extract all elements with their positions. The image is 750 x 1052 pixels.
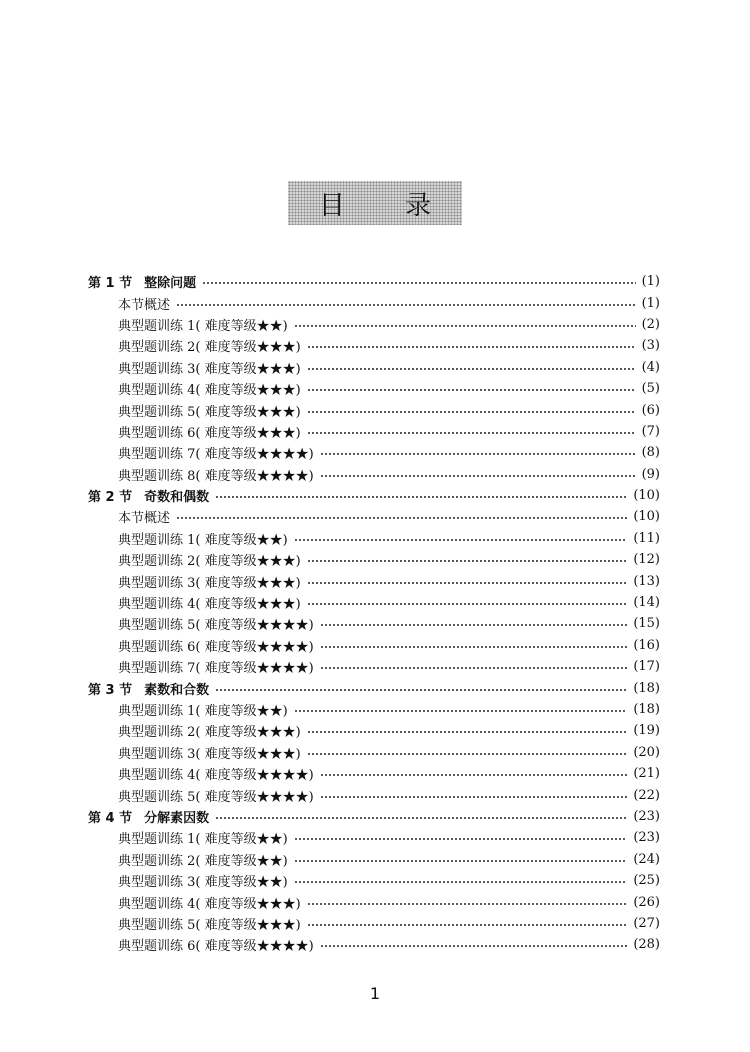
toc-label [118, 935, 314, 954]
toc-entry-row[interactable] [88, 464, 660, 485]
entry-title: 典型题训练 3( 难度等级★★) [118, 875, 288, 891]
entry-title: 典型题训练 2( 难度等级★★★) [118, 340, 301, 356]
entry-title: 典型题训练 6( 难度等级★★★★) [118, 639, 314, 655]
entry-title: 典型题训练 2( 难度等级★★★) [118, 725, 301, 741]
dot-leader [320, 624, 628, 626]
toc-entry-row[interactable] [88, 613, 660, 634]
toc-label [118, 550, 301, 569]
toc-label [118, 636, 314, 655]
toc-page-number: (11) [633, 530, 660, 546]
dot-leader [320, 475, 636, 477]
toc-title-box [288, 181, 462, 225]
toc-page-number: (23) [633, 830, 660, 846]
toc-entry-row[interactable] [88, 934, 660, 955]
dot-leader [307, 903, 628, 905]
toc-page-number: (10) [633, 509, 660, 525]
toc-page-number: (3) [641, 338, 660, 354]
dot-leader [307, 411, 636, 413]
entry-title: 典型题训练 4( 难度等级★★★) [118, 597, 301, 613]
toc-label [118, 871, 288, 890]
toc-page-number: (17) [633, 659, 660, 675]
dot-leader [307, 389, 636, 391]
toc-page-number: (28) [633, 937, 660, 953]
dot-leader [307, 753, 628, 755]
toc-entry-row[interactable] [88, 784, 660, 805]
dot-leader [320, 945, 628, 947]
toc-label [118, 914, 301, 933]
entry-title: 典型题训练 5( 难度等级★★★★) [118, 789, 314, 805]
dot-leader [294, 539, 628, 541]
toc-label [118, 336, 301, 355]
dot-leader [320, 453, 636, 455]
entry-title: 本节概述 [118, 297, 171, 313]
toc-page-number: (5) [641, 381, 660, 397]
entry-title: 典型题训练 3( 难度等级★★★) [118, 361, 301, 377]
dot-leader [320, 796, 628, 798]
entry-title: 典型题训练 3( 难度等级★★★) [118, 746, 301, 762]
toc-label [118, 700, 288, 719]
toc-entry-row[interactable] [88, 827, 660, 848]
toc-page-number: (7) [641, 423, 660, 439]
entry-title: 典型题训练 7( 难度等级★★★★) [118, 661, 314, 677]
toc-entry-row[interactable] [88, 592, 660, 613]
toc-entry-row[interactable] [88, 570, 660, 591]
toc-entry-row[interactable] [88, 699, 660, 720]
toc-entry-row[interactable] [88, 335, 660, 356]
toc-page-number: (12) [633, 552, 660, 568]
toc-page-number: (2) [641, 316, 660, 332]
dot-leader [307, 582, 628, 584]
dot-leader [176, 304, 636, 306]
entry-title: 典型题训练 8( 难度等级★★★★) [118, 468, 314, 484]
entry-title: 典型题训练 2( 难度等级★★★) [118, 554, 301, 570]
toc-page-number: (27) [633, 915, 660, 931]
section-number: 第 2 节 [88, 490, 133, 506]
entry-title: 典型题训练 3( 难度等级★★★) [118, 575, 301, 591]
toc-page-number: (20) [633, 744, 660, 760]
toc-label [118, 379, 301, 398]
entry-title: 典型题训练 5( 难度等级★★★★) [118, 618, 314, 634]
toc-label [88, 272, 196, 291]
toc-page-number: (6) [641, 402, 660, 418]
dot-leader [307, 432, 636, 434]
toc-label [118, 593, 301, 612]
dot-leader [320, 667, 628, 669]
toc-entry-row[interactable] [88, 742, 660, 763]
toc-page-number: (13) [633, 573, 660, 589]
section-title: 奇数和偶数 [144, 490, 210, 506]
dot-leader [176, 517, 627, 519]
toc-label [118, 572, 301, 591]
section-title: 分解素因数 [144, 810, 210, 826]
entry-title: 典型题训练 4( 难度等级★★★) [118, 383, 301, 399]
dot-leader [307, 560, 628, 562]
toc-label [118, 358, 301, 377]
toc-page-number: (9) [641, 466, 660, 482]
toc-page-number: (22) [633, 787, 660, 803]
entry-title: 典型题训练 2( 难度等级★★) [118, 853, 288, 869]
toc-page-number: (18) [633, 702, 660, 717]
entry-title: 典型题训练 6( 难度等级★★★★) [118, 939, 314, 955]
toc-label [118, 764, 314, 783]
toc-page-number: (14) [633, 595, 660, 611]
dot-leader [215, 689, 627, 691]
toc-label [118, 315, 288, 334]
entry-title: 典型题训练 1( 难度等级★★) [118, 832, 288, 848]
toc-page-number: (4) [641, 359, 660, 375]
dot-leader [320, 774, 628, 776]
toc-page-number: (10) [633, 488, 660, 504]
toc-page-number: (15) [633, 616, 660, 632]
toc-label [118, 529, 288, 548]
toc-page-number: (16) [633, 637, 660, 653]
entry-title: 典型题训练 1( 难度等级★★) [118, 532, 288, 548]
toc-entry-row[interactable] [88, 849, 660, 870]
toc-label [118, 507, 170, 526]
dot-leader [294, 860, 628, 862]
section-number: 第 3 节 [88, 682, 133, 698]
toc-entry-row[interactable] [88, 891, 660, 912]
entry-title: 本节概述 [118, 511, 171, 527]
toc-entry-row[interactable] [88, 528, 660, 549]
toc-page-number: (23) [633, 808, 660, 824]
toc-label [88, 807, 209, 826]
toc-entry-row[interactable] [88, 314, 660, 335]
section-number: 第 1 节 [88, 276, 133, 292]
entry-title: 典型题训练 4( 难度等级★★★★) [118, 768, 314, 784]
toc-label [118, 786, 314, 805]
toc-section-row[interactable] [88, 677, 660, 698]
toc-page-number: (1) [641, 274, 660, 290]
toc-entry-row[interactable] [88, 357, 660, 378]
entry-title: 典型题训练 5( 难度等级★★★) [118, 917, 301, 933]
dot-leader [202, 282, 635, 284]
dot-leader [307, 603, 628, 605]
dot-leader [215, 496, 627, 498]
toc-page-number: (1) [641, 295, 660, 311]
entry-title: 典型题训练 6( 难度等级★★★) [118, 425, 301, 441]
toc-page-number: (21) [633, 766, 660, 782]
toc-entry-row[interactable] [88, 913, 660, 934]
page-number: 1 [369, 984, 381, 1003]
toc-entry-row[interactable] [88, 870, 660, 891]
toc-entry-row[interactable] [88, 442, 660, 463]
toc-label [118, 721, 301, 740]
entry-title: 典型题训练 1( 难度等级★★) [118, 318, 288, 334]
entry-title: 典型题训练 5( 难度等级★★★) [118, 404, 301, 420]
toc-page-number: (18) [633, 680, 660, 696]
dot-leader [294, 881, 628, 883]
toc-page-number: (8) [641, 445, 660, 461]
toc-entry-row[interactable] [88, 549, 660, 570]
dot-leader [294, 710, 628, 712]
toc-title: 目 录 [318, 190, 458, 221]
entry-title: 典型题训练 1( 难度等级★★) [118, 704, 288, 719]
toc-page-number: (24) [633, 851, 660, 867]
dot-leader [294, 325, 636, 327]
entry-title: 典型题训练 4( 难度等级★★★) [118, 896, 301, 912]
toc-label [118, 657, 314, 676]
section-title: 素数和合数 [144, 682, 210, 698]
toc-label [118, 743, 301, 762]
toc-page-number: (19) [633, 723, 660, 739]
toc-entry-row[interactable] [88, 506, 660, 527]
dot-leader [307, 368, 636, 370]
toc-label [88, 486, 209, 505]
toc-label [118, 294, 170, 313]
dot-leader [294, 838, 628, 840]
section-number: 第 4 节 [88, 810, 133, 826]
toc-label [118, 465, 314, 484]
toc-section-row[interactable] [88, 271, 660, 292]
dot-leader [320, 646, 628, 648]
toc-entry-row[interactable] [88, 720, 660, 741]
toc-entry-row[interactable] [88, 292, 660, 313]
toc-label [118, 614, 314, 633]
toc-entry-row[interactable] [88, 421, 660, 442]
table-of-contents [88, 271, 660, 956]
section-title: 整除问题 [144, 276, 197, 292]
dot-leader [307, 731, 628, 733]
toc-section-row[interactable] [88, 806, 660, 827]
toc-label [118, 443, 314, 462]
toc-entry-row[interactable] [88, 656, 660, 677]
toc-entry-row[interactable] [88, 399, 660, 420]
toc-label [118, 828, 288, 847]
toc-entry-row[interactable] [88, 763, 660, 784]
entry-title: 典型题训练 7( 难度等级★★★★) [118, 447, 314, 463]
dot-leader [307, 346, 636, 348]
toc-label [118, 850, 288, 869]
toc-entry-row[interactable] [88, 378, 660, 399]
toc-label [118, 401, 301, 420]
toc-section-row[interactable] [88, 485, 660, 506]
toc-page-number: (25) [633, 873, 660, 889]
toc-label [118, 893, 301, 912]
dot-leader [215, 817, 627, 819]
toc-label [118, 422, 301, 441]
toc-entry-row[interactable] [88, 635, 660, 656]
toc-page-number: (26) [633, 894, 660, 910]
dot-leader [307, 924, 628, 926]
toc-label [88, 679, 209, 698]
